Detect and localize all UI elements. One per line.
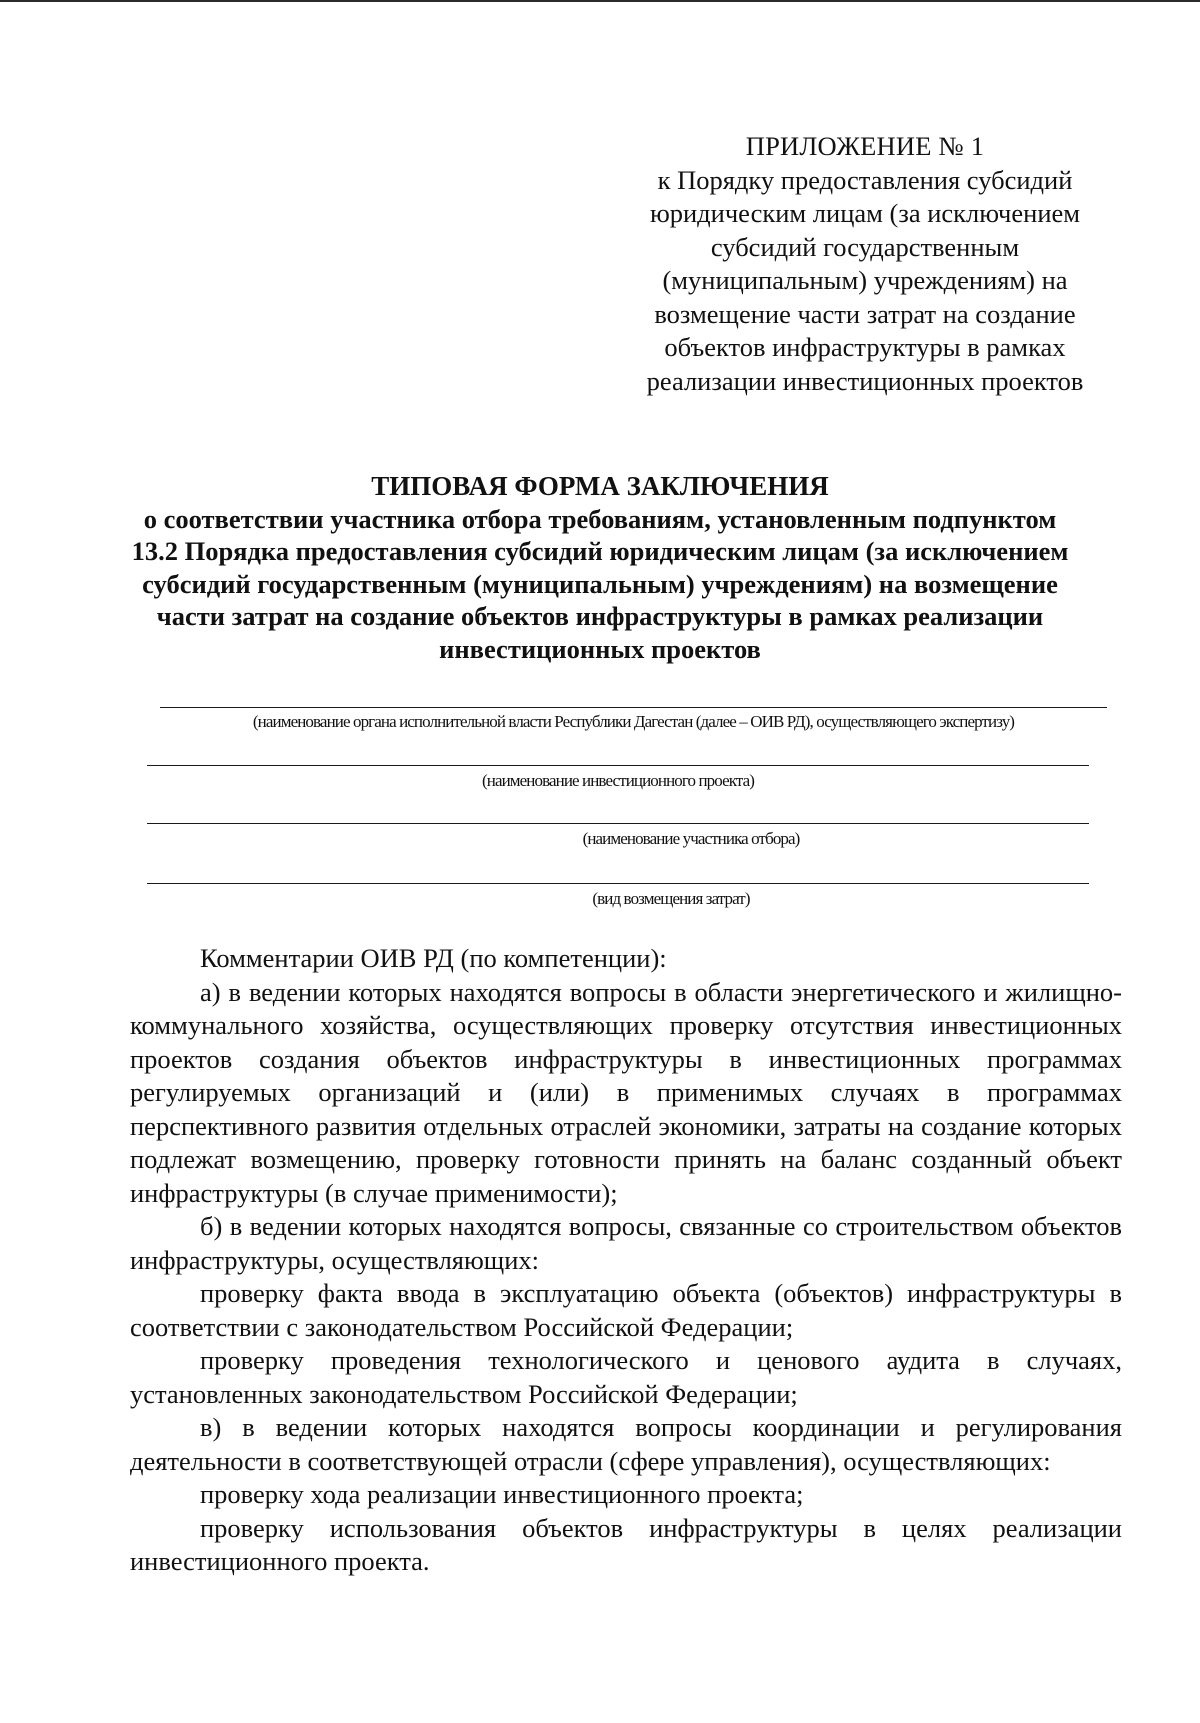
title-main: ТИПОВАЯ ФОРМА ЗАКЛЮЧЕНИЯ	[371, 471, 829, 501]
paragraph-a: а) в ведении которых находятся вопросы в области энергетического и жилищно-коммунального хозяйства, осуществляющих проверку отсутствия инвестиционных проектов создания объектов инфраструктуры в инвестиционных программах регулируемых организаций и (или) в применимых случаях в программах перспективного развития отдельных отраслей экономики, затраты на создание которых подлежат возмещению, проверку готовности принять на баланс созданный объект инфраструктуры (в случае применимости);	[130, 976, 1122, 1208]
paragraph-v-item-2: проверку использования объектов инфраструктуры в целях реализации инвестиционного проекта.	[130, 1512, 1122, 1576]
blank-line-investment-project	[147, 765, 1089, 766]
paragraph-b-item-2: проверку проведения технологического и ценового аудита в случаях, установленных законодательством Российской Федерации;	[130, 1345, 1122, 1409]
paragraph-v-item-1: проверку хода реализации инвестиционного проекта;	[200, 1479, 804, 1509]
caption-investment-project: (наименование инвестиционного проекта)	[481, 771, 755, 790]
caption-executive-body: (наименование органа исполнительной власти Республики Дагестан (далее – ОИВ РД), осуществляющего экспертизу)	[252, 712, 1015, 731]
blank-line-participant	[147, 823, 1089, 824]
blank-line-executive-body	[160, 707, 1107, 708]
title-subtitle: о соответствии участника отбора требованиям, установленным подпунктом 13.2 Порядка предоставления субсидий юридическим лицам (за исключением субсидий государственным (муниципальным) учреждениям) на возмещение части затрат на создание объектов инфраструктуры в рамках реализации инвестиционных проектов	[131, 503, 1069, 664]
body-text	[130, 942, 1122, 1579]
appendix-number: ПРИЛОЖЕНИЕ № 1	[745, 131, 985, 161]
blank-line-reimbursement-type	[147, 883, 1089, 884]
appendix-header	[625, 130, 1105, 398]
document-title	[130, 470, 1070, 665]
appendix-reference: к Порядку предоставления субсидий юридическим лицам (за исключением субсидий государственным (муниципальным) учреждениям) на возмещение части затрат на создание объектов инфраструктуры в рамках реализации инвестиционных проектов	[646, 164, 1084, 396]
paragraph-b-item-1: проверку факта ввода в эксплуатацию объекта (объектов) инфраструктуры в соответствии с законодательством Российской Федерации;	[130, 1278, 1122, 1342]
scan-edge	[0, 0, 1200, 2]
paragraph-v: в) в ведении которых находятся вопросы координации и регулирования деятельности в соответствующей отрасли (сфере управления), осуществляющих:	[130, 1412, 1122, 1476]
caption-reimbursement-type: (вид возмещения затрат)	[592, 889, 750, 908]
caption-participant: (наименование участника отбора)	[582, 829, 800, 848]
paragraph-b: б) в ведении которых находятся вопросы, связанные со строительством объектов инфраструктуры, осуществляющих:	[130, 1211, 1122, 1275]
comments-heading: Комментарии ОИВ РД (по компетенции):	[200, 943, 667, 973]
